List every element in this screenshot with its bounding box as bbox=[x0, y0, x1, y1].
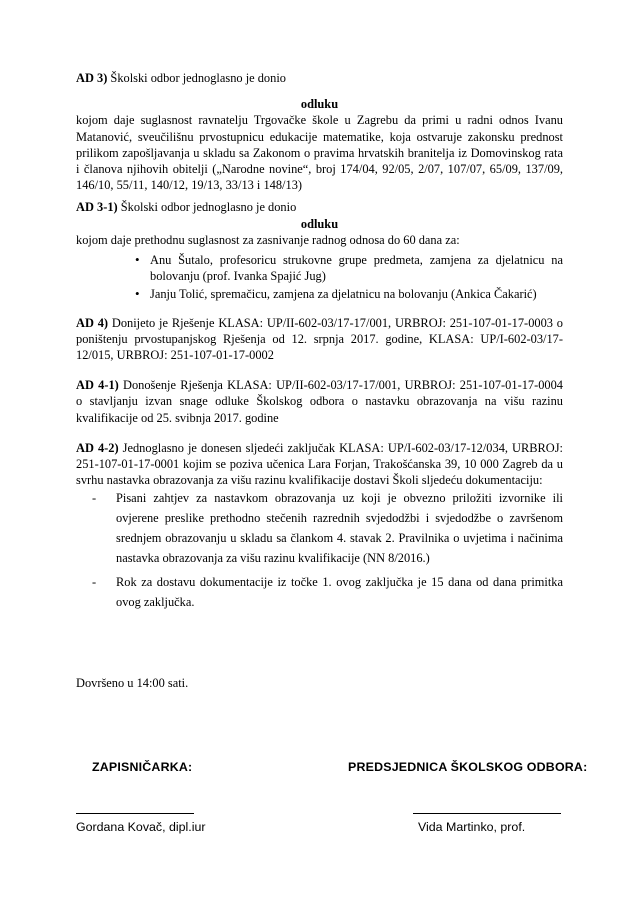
list-item: - Pisani zahtjev za nastavkom obrazovanja uz koji je obvezno priložiti izvornike ili ovjerene preslike prethodno stečenih razrednih svjedodžbi i svjedodžbe o završenom srednjem obrazovanju u skladu sa člankom 4. stavak 2. Pravilnika o uvjetima i načinima nastavka obrazovanja za višu razinu kvalifikacije (NN 8/2016.) bbox=[116, 488, 563, 568]
ad3-1-heading: odluku bbox=[300, 216, 339, 231]
ad4-2-text: Jednoglasno je donesen sljedeći zaključak KLASA: UP/I-602-03/17-12/034, URBROJ: 251-107-01-17-0001 kojim se poziva učenica Lara Forjan, Trakošćanska 39, 10 000 Zagreb da u svrhu nastavka obrazovanja za višu razinu kvalifikacije dostavi Školi sljedeću dokumentaciju: bbox=[76, 440, 563, 488]
ad3-1-label: AD 3-1) bbox=[76, 200, 118, 215]
ad3-text: kojom daje suglasnost ravnatelju Trgovačke škole u Zagrebu da primi u radni odnos Ivanu Matanović, sveučilišnu prvostupnicu edukacije matematike, koja ostvaruje zakonsku prednost prilikom zapošljavanja u skladu sa Zakonom o pravima hrvatskih branitelja iz Domovinskog rata i članova njihovih obitelji („Narodne novine“, broj 174/04, 92/05, 2/07, 107/07, 65/09, 137/09, 146/10, 55/11, 140/12, 19/13, 33/13 i 148/13) bbox=[76, 113, 563, 193]
signature-left-name: Gordana Kovač, dipl.iur bbox=[76, 820, 206, 834]
ad3-intro-text: Školski odbor jednoglasno je donio bbox=[107, 71, 286, 85]
ad3-label: AD 3) bbox=[76, 71, 108, 85]
signature-left-line bbox=[76, 813, 194, 814]
ad4-2-label: AD 4-2) bbox=[76, 440, 119, 455]
ad3-1-text: kojom daje prethodnu suglasnost za zasnivanje radnog odnosa do 60 dana za: bbox=[76, 232, 460, 247]
ad4-text: Donijeto je Rješenje KLASA: UP/II-602-03/17-17/001, URBROJ: 251-107-01-17-0003 o poništenju prvostupanjskog Rješenja od 12. srpnja 2017. godine, KLASA: UP/I-602-03/17-12/015, URBROJ: 251-107-01-17-0002 bbox=[76, 315, 563, 363]
list-item: • Anu Šutalo, profesoricu strukovne grupe predmeta, zamjena za djelatnicu na bolovanju (prof. Ivanka Spajić Jug) bbox=[150, 252, 563, 284]
ad4-paragraph bbox=[76, 315, 563, 364]
list-item: - Rok za dostavu dokumentacije iz točke 1. ovog zaključka je 15 dana od dana primitka ovog zaključka. bbox=[116, 572, 563, 612]
ad4-2-dash-list bbox=[76, 488, 563, 612]
ad4-1-paragraph bbox=[76, 377, 563, 426]
document-body bbox=[76, 70, 563, 616]
ad4-1-label: AD 4-1) bbox=[76, 378, 119, 393]
list-item: • Janju Tolić, spremačicu, zamjena za djelatnicu na bolovanju (Ankica Čakarić) bbox=[150, 286, 563, 302]
signature-right-title: PREDSJEDNICA ŠKOLSKOG ODBORA: bbox=[348, 760, 588, 774]
ad3-1-intro bbox=[76, 199, 563, 215]
ad3-1-intro-text: Školski odbor jednoglasno je donio bbox=[117, 200, 297, 215]
signature-right-name: Vida Martinko, prof. bbox=[418, 820, 526, 834]
ad3-heading: odluku bbox=[300, 97, 339, 112]
signature-left-title: ZAPISNIČARKA: bbox=[92, 760, 193, 774]
ad4-1-text: Donošenje Rješenja KLASA: UP/II-602-03/17-17/001, URBROJ: 251-107-01-17-0004 o stavljanju izvan snage odluke Školskog odbora o nastavku obrazovanja na višu razinu kvalifikacije od 25. svibnja 2017. godine bbox=[76, 378, 563, 425]
ad4-2-paragraph bbox=[76, 440, 563, 489]
signature-right-line bbox=[413, 813, 561, 814]
closing-line: Dovršeno u 14:00 sati. bbox=[76, 676, 189, 690]
ad3-intro bbox=[76, 70, 563, 86]
ad3-1-bullet-list bbox=[76, 252, 563, 303]
ad4-label: AD 4) bbox=[76, 315, 109, 330]
